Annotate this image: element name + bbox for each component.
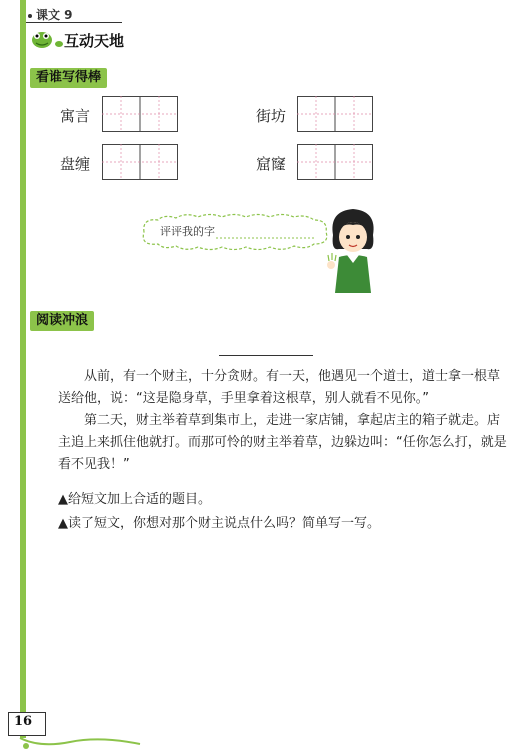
girl-illustration [325,205,381,295]
word-label: 窟窿 [256,155,287,173]
section-title-reading: 阅读冲浪 [30,311,94,331]
question-item: ▲读了短文，你想对那个财主说点什么吗？简单写一写。 [58,516,380,531]
frog-icon [31,28,63,50]
word-label: 寓言 [60,107,91,125]
reading-passage [58,366,508,476]
question-item: ▲给短文加上合适的题目。 [58,492,211,507]
header-rule [26,22,122,23]
paragraph: 从前，有一个财主，十分贪财。有一天，他遇见一个道士，道士拿一根草送给他，说：“这是隐身草，手里拿着这根草，别人就看不见你。” [58,369,501,406]
writing-grid[interactable] [102,96,178,132]
speech-bubble-text: 评评我的字 [160,225,215,238]
title-blank-line[interactable] [219,355,313,356]
section-title-handwriting: 看谁写得棒 [30,68,107,88]
paragraph: 第二天，财主举着草到集市上，走进一家店铺，拿起店主的箱子就走。店主追上来抓住他就打。而那可怜的财主举着草，边躲边叫：“任你怎么打，就是看不见我！” [58,413,507,472]
writing-grid[interactable] [297,96,373,132]
word-label: 盘缠 [60,155,91,173]
writing-grid[interactable] [297,144,373,180]
page-spine [20,0,26,738]
word-label: 街坊 [256,107,287,125]
section-heading: 互动天地 [64,32,125,50]
writing-grid[interactable] [102,144,178,180]
page-number: 16 [14,714,33,729]
lesson-label: 课文 9 [28,6,73,23]
footer-decoration [0,738,510,753]
